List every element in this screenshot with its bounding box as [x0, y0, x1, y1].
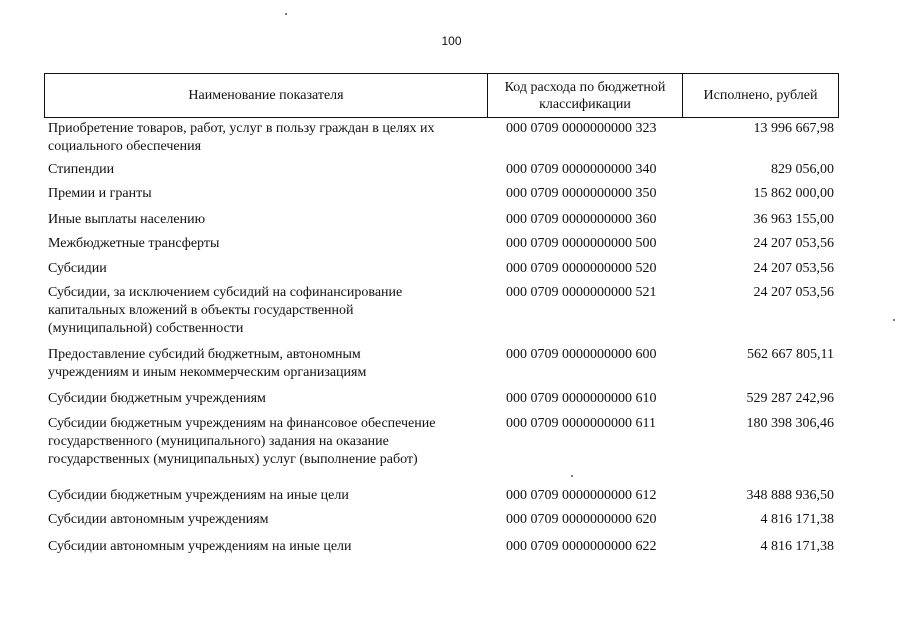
row-code: 000 0709 0000000000 610 — [506, 391, 657, 406]
row-code: 000 0709 0000000000 360 — [506, 212, 657, 227]
header-amount-column: Исполнено, рублей — [703, 88, 818, 103]
row-code: 000 0709 0000000000 520 — [506, 261, 657, 276]
row-code: 000 0709 0000000000 323 — [506, 121, 657, 136]
row-amount: 4 816 171,38 — [760, 512, 834, 527]
row-name: Субсидии бюджетным учреждениям на иные цели — [48, 488, 349, 503]
row-name: Приобретение товаров, работ, услуг в пользу граждан в целях их социального обеспечения — [48, 121, 435, 154]
row-amount: 36 963 155,00 — [753, 212, 834, 227]
row-name: Субсидии, за исключением субсидий на софинансирование капитальных вложений в объекты государственной (муниципальной) собственности — [48, 285, 403, 336]
row-code: 000 0709 0000000000 620 — [506, 512, 657, 527]
row-name: Субсидии автономным учреждениям на иные цели — [48, 539, 352, 554]
row-name: Стипендии — [48, 162, 115, 177]
header-name-column: Наименование показателя — [45, 74, 488, 117]
row-code: 000 0709 0000000000 350 — [506, 186, 657, 201]
row-amount: 15 862 000,00 — [753, 186, 834, 201]
row-code: 000 0709 0000000000 600 — [506, 347, 657, 362]
row-name: Премии и гранты — [48, 186, 152, 201]
row-amount: 4 816 171,38 — [760, 539, 834, 554]
scan-speck — [893, 319, 895, 321]
row-name: Субсидии — [48, 261, 107, 276]
row-name: Субсидии бюджетным учреждениям на финансовое обеспечение государственного (муниципального) задания на оказание государственных (муниципальных) услуг (выполнение работ) — [48, 416, 436, 467]
row-code: 000 0709 0000000000 340 — [506, 162, 657, 177]
row-name: Иные выплаты населению — [48, 212, 206, 227]
row-amount: 24 207 053,56 — [753, 285, 834, 300]
row-amount: 24 207 053,56 — [753, 261, 834, 276]
page-number: 100 — [441, 34, 462, 48]
row-code: 000 0709 0000000000 612 — [506, 488, 657, 503]
row-name: Субсидии бюджетным учреждениям — [48, 391, 266, 406]
row-amount: 348 888 936,50 — [746, 488, 834, 503]
row-code: 000 0709 0000000000 611 — [506, 416, 656, 431]
row-code: 000 0709 0000000000 521 — [506, 285, 657, 300]
scan-speck — [285, 13, 287, 15]
row-amount: 829 056,00 — [771, 162, 834, 177]
row-code: 000 0709 0000000000 622 — [506, 539, 657, 554]
row-name: Предоставление субсидий бюджетным, автономным учреждениям и иным некоммерческим организациям — [48, 347, 367, 380]
row-amount: 24 207 053,56 — [753, 236, 834, 251]
row-amount: 529 287 242,96 — [746, 391, 834, 406]
row-amount: 180 398 306,46 — [746, 416, 834, 431]
row-code: 000 0709 0000000000 500 — [506, 236, 657, 251]
row-amount: 13 996 667,98 — [753, 121, 834, 136]
row-amount: 562 667 805,11 — [747, 347, 834, 362]
scan-speck — [571, 475, 573, 477]
row-name: Субсидии автономным учреждениям — [48, 512, 269, 527]
row-name: Межбюджетные трансферты — [48, 236, 220, 251]
header-code-column: Код расхода по бюджетной классификации — [488, 74, 683, 117]
